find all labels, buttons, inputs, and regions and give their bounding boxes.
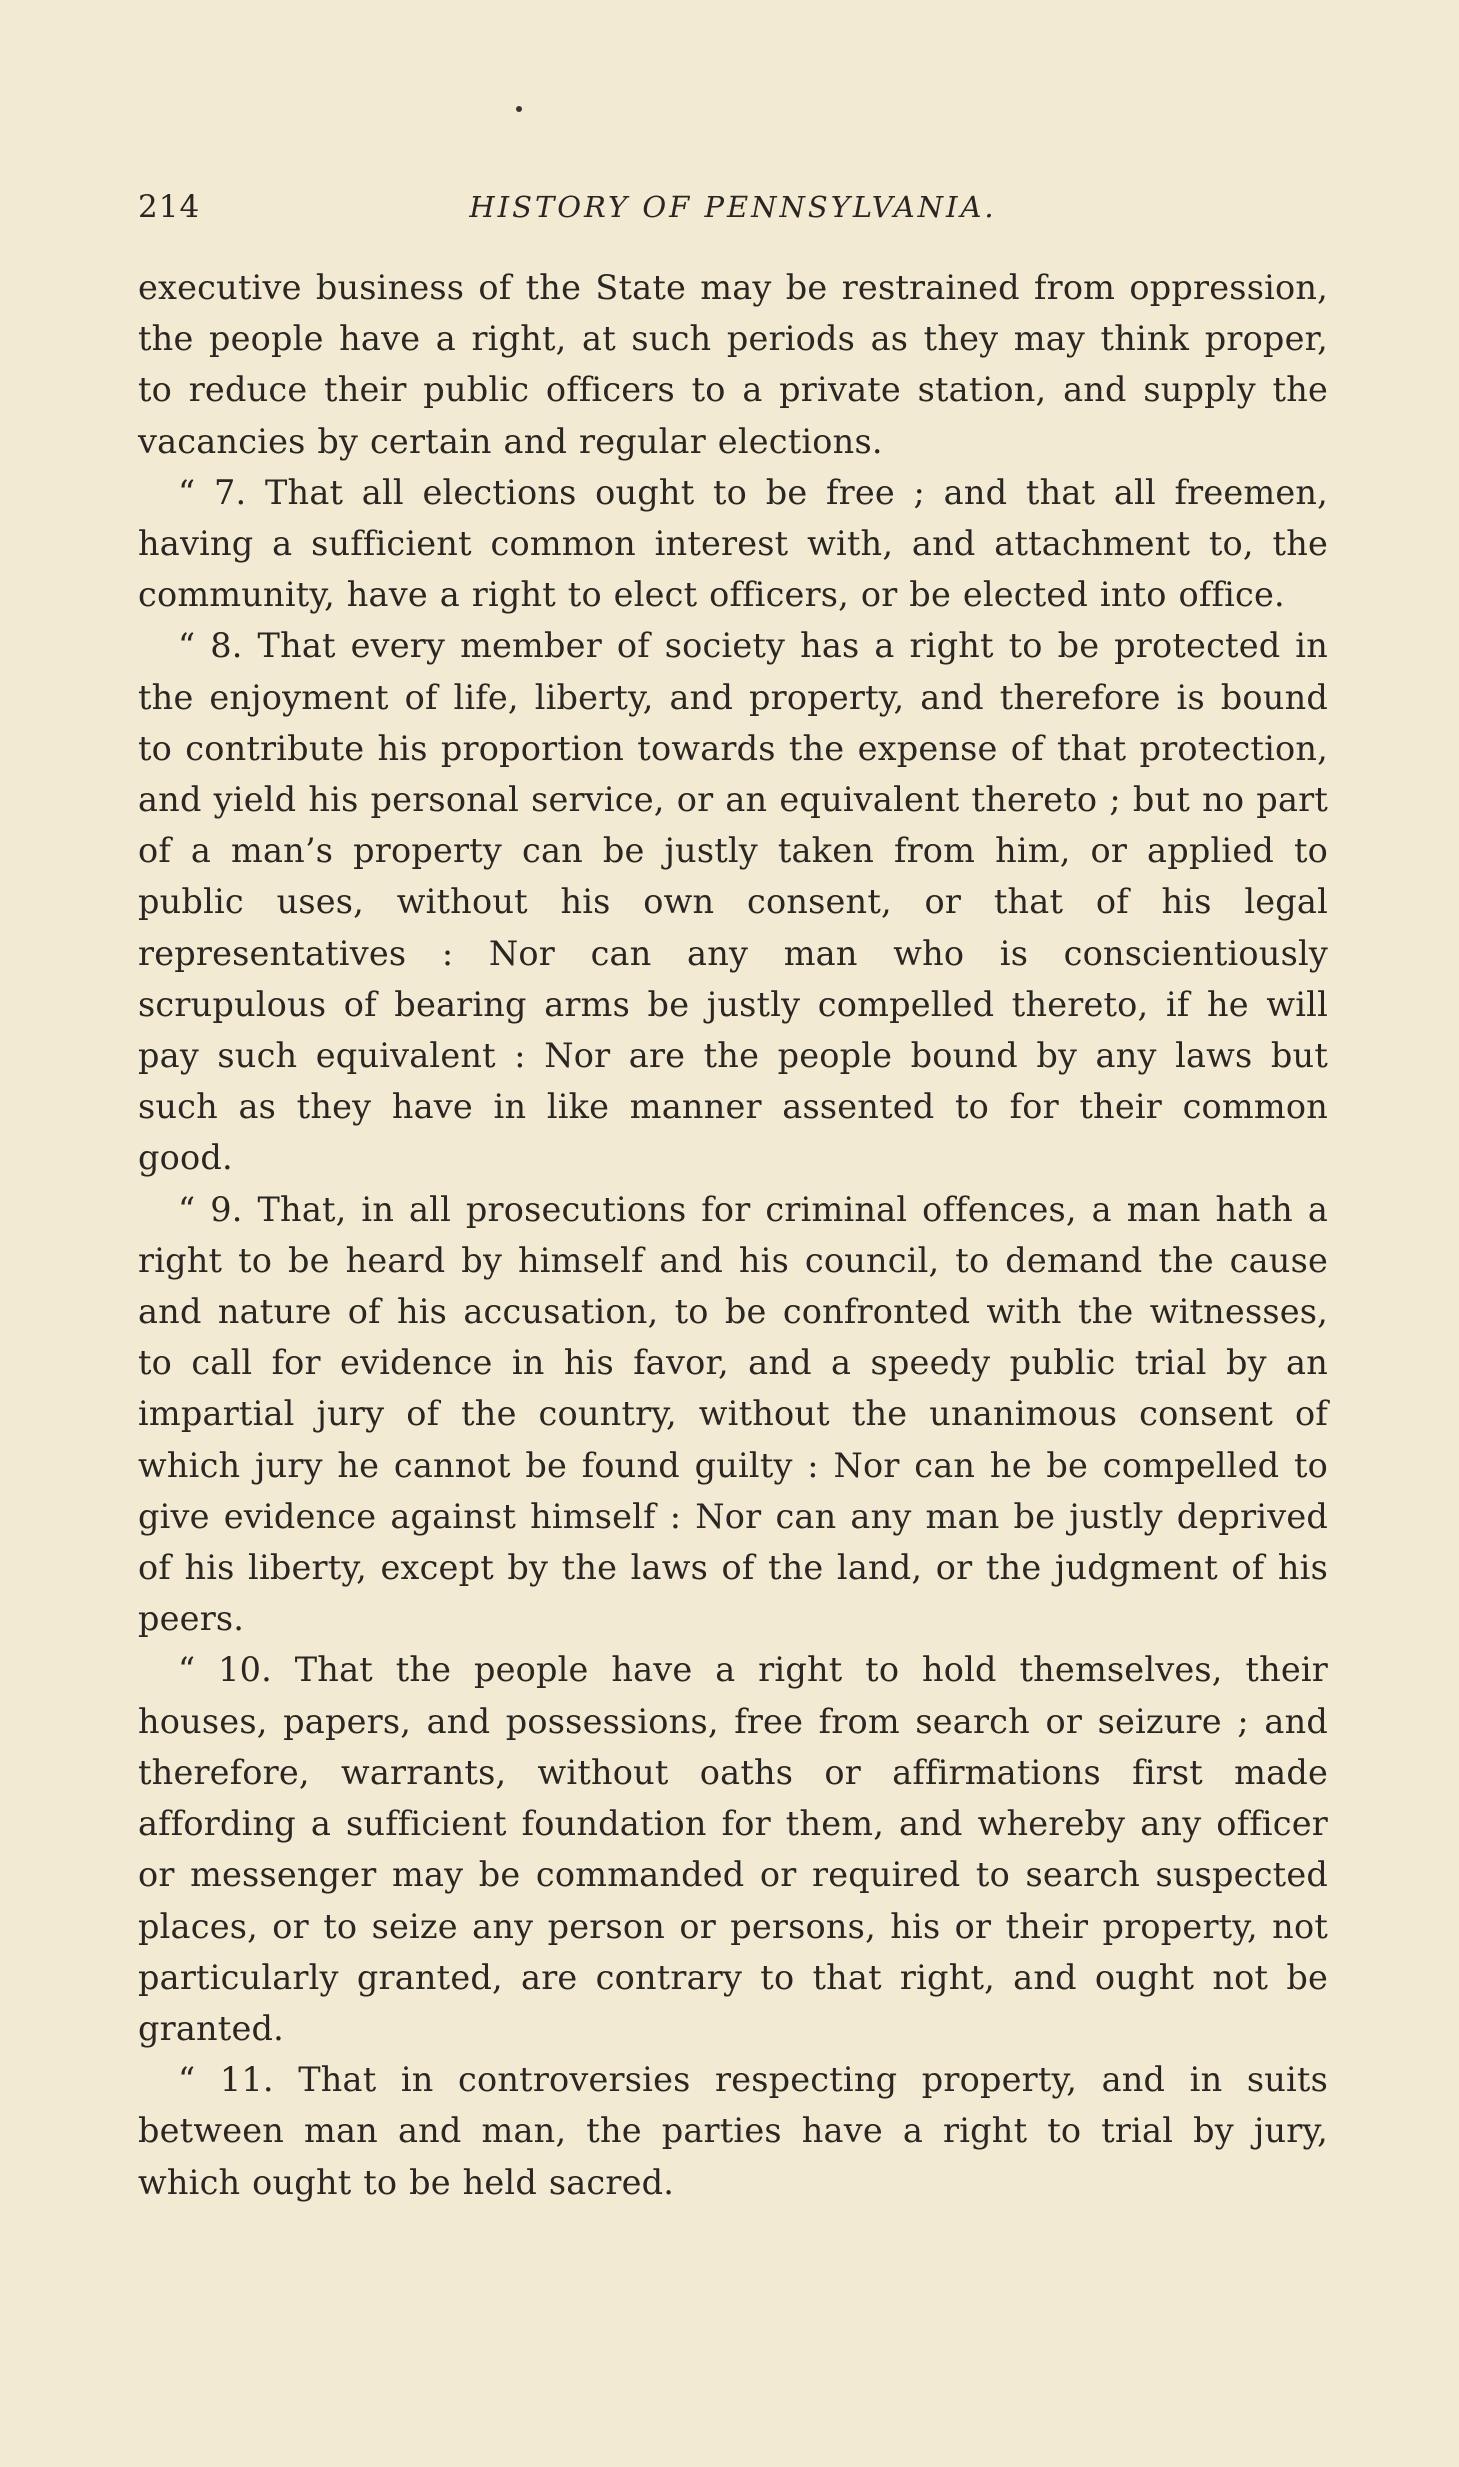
paragraph-continuation: executive business of the State may be restrained from oppression, the people have a right, at such periods as they may think proper, to reduce their public officers to a private station, and supply the vacancies by certain and regular elections. [138, 268, 1328, 461]
running-title: HISTORY OF PENNSYLVANIA. [469, 190, 997, 224]
body-text [138, 262, 1328, 2208]
paragraph-article-9: “ 9. That, in all prosecutions for criminal offences, a man hath a right to be heard by himself and his council, to demand the cause and nature of his accusation, to be confronted with the witnesses, to call for evidence in his favor, and a speedy public trial by an impartial jury of the country, without the unanimous consent of which jury he cannot be found guilty : Nor can he be compelled to give evidence against himself : Nor can any man be justly deprived of his liberty, except by the laws of the land, or the judgment of his peers. [138, 1189, 1328, 1639]
paragraph-article-8: “ 8. That every member of society has a right to be protected in the enjoyment of life, liberty, and property, and therefore is bound to contribute his proportion towards the expense of that protection, and yield his personal service, or an equivalent thereto ; but no part of a man’s property can be justly taken from him, or applied to public uses, without his own consent, or that of his legal representatives : Nor can any man who is conscientiously scrupulous of bearing arms be justly compelled thereto, if he will pay such equivalent : Nor are the people bound by any laws but such as they have in like manner assented to for their common good. [138, 626, 1328, 1178]
paragraph-article-10: “ 10. That the people have a right to hold themselves, their houses, papers, and possessions, free from search or seizure ; and therefore, warrants, without oaths or affirmations first made affording a sufficient foundation for them, and whereby any officer or messenger may be commanded or required to search suspected places, or to seize any person or persons, his or their property, not particularly granted, are contrary to that right, and ought not be granted. [138, 1650, 1328, 2048]
paragraph-article-7: “ 7. That all elections ought to be free ; and that all freemen, having a sufficient common interest with, and attachment to, the community, have a right to elect officers, or be elected into office. [138, 472, 1328, 615]
page-header [138, 182, 1328, 232]
print-speck [516, 106, 522, 112]
paragraph-article-11: “ 11. That in controversies respecting property, and in suits between man and man, the parties have a right to trial by jury, which ought to be held sacred. [138, 2060, 1328, 2202]
page-number: 214 [138, 189, 201, 225]
